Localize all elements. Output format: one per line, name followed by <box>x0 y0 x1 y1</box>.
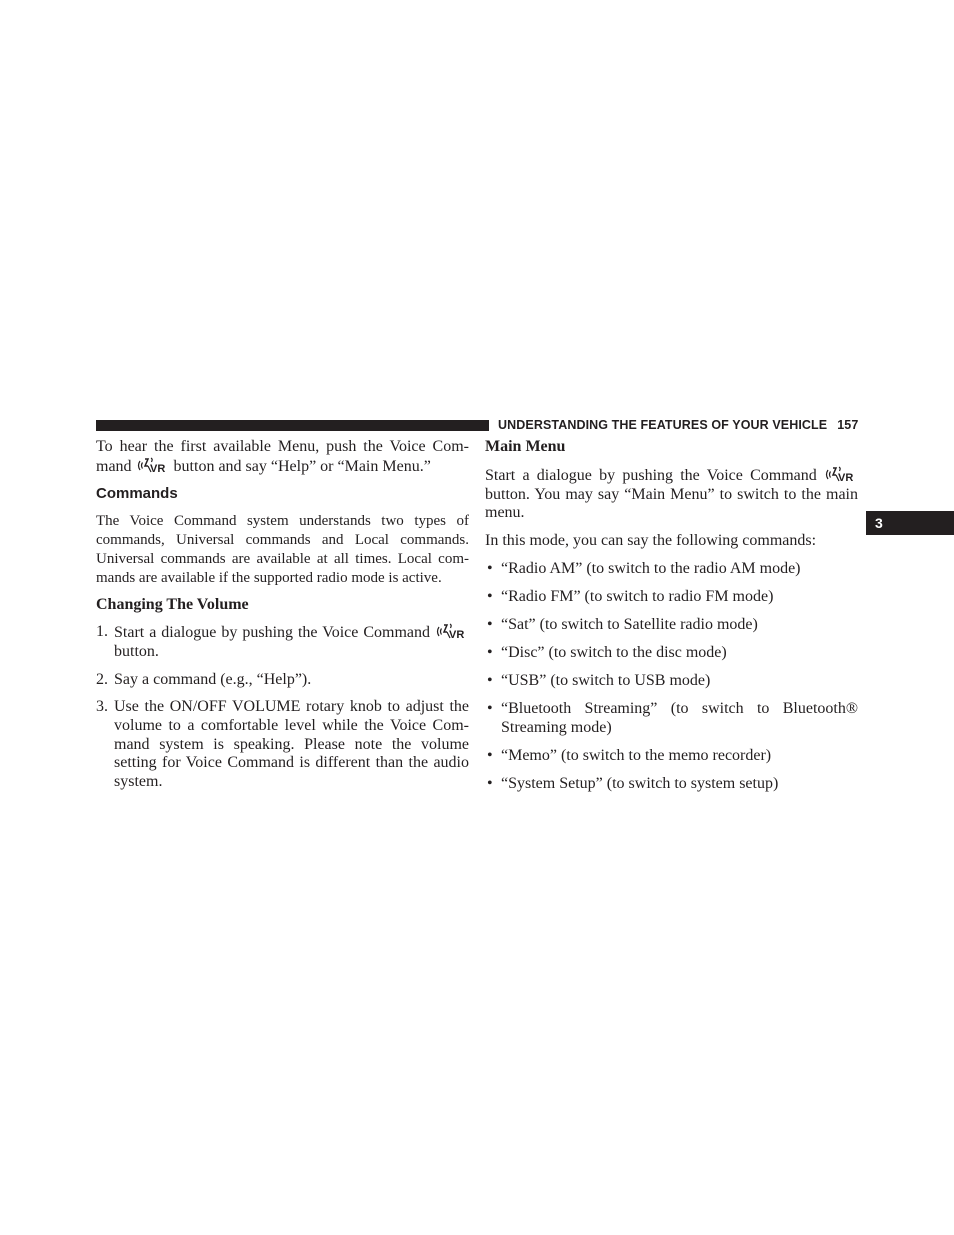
svg-text:VR: VR <box>838 472 854 483</box>
list-item <box>485 700 858 737</box>
left-column <box>96 438 469 792</box>
bullet-text: “Radio FM” (to switch to radio FM mode) <box>501 587 774 605</box>
bullet-text: “Sat” (to switch to Satellite radio mode) <box>501 615 758 633</box>
step-text: Say a command (e.g., “Help”). <box>114 670 312 688</box>
header-section-title: UNDERSTANDING THE FEATURES OF YOUR VEHICLE <box>498 418 828 432</box>
list-item <box>485 775 858 794</box>
commands-heading: Commands <box>96 485 178 503</box>
step-text: Use the ON/OFF VOLUME rotary knob to adjust the volume to a comfortable level while the Voice Com-mand system is speaking. Please note the volume setting for Voice Command is different than the audio system. <box>114 698 469 791</box>
changing-volume-heading: Changing The Volume <box>96 596 249 614</box>
volume-steps-list <box>96 623 469 792</box>
right-column <box>485 438 858 793</box>
list-item <box>485 616 858 635</box>
main-menu-text-after: button. You may say “Main Menu” to switch to the main menu. <box>485 485 858 522</box>
voice-command-icon <box>435 623 469 640</box>
bullet: • <box>487 671 493 689</box>
bullet: • <box>487 699 493 717</box>
list-item <box>96 698 469 792</box>
voice-command-icon <box>824 466 858 483</box>
step-text-after: button. <box>114 642 159 660</box>
header-rule <box>96 420 489 431</box>
intro-paragraph <box>96 438 469 475</box>
list-item <box>485 560 858 579</box>
main-menu-paragraph <box>485 466 858 523</box>
list-item <box>485 644 858 663</box>
step-text: Start a dialogue by pushing the Voice Command <box>114 624 431 642</box>
list-item <box>485 672 858 691</box>
main-menu-text-before: Start a dialogue by pushing the Voice Command <box>485 467 817 484</box>
bullet-text: “System Setup” (to switch to system setup) <box>501 774 779 792</box>
svg-text:VR: VR <box>149 462 165 474</box>
bullet: • <box>487 746 493 764</box>
list-item <box>485 588 858 607</box>
main-menu-heading: Main Menu <box>485 438 566 455</box>
bullet-text: “Radio AM” (to switch to the radio AM mode) <box>501 559 801 577</box>
bullet-text: “Memo” (to switch to the memo recorder) <box>501 746 772 764</box>
bullet: • <box>487 559 493 577</box>
list-item <box>96 671 469 690</box>
mode-intro-paragraph: In this mode, you can say the following commands: <box>485 532 817 550</box>
bullet-text: “Bluetooth Streaming” (to switch to Bluetooth® Streaming mode) <box>501 699 858 736</box>
intro-text-before: To hear the first available Menu, push the Voice Com-mand <box>96 438 469 475</box>
list-item <box>485 747 858 766</box>
bullet: • <box>487 774 493 792</box>
bullet: • <box>487 587 493 605</box>
page-number: 157 <box>837 418 859 432</box>
bullet: • <box>487 615 493 633</box>
voice-command-icon <box>136 457 170 474</box>
bullet: • <box>487 643 493 661</box>
commands-bullet-list <box>485 560 858 793</box>
running-header <box>498 417 858 433</box>
step-number: 1. <box>96 623 108 641</box>
list-item <box>96 623 469 661</box>
svg-text:VR: VR <box>449 629 465 641</box>
chapter-tab: 3 <box>866 511 954 535</box>
bullet-text: “Disc” (to switch to the disc mode) <box>501 643 727 661</box>
commands-paragraph: The Voice Command system understands two types of commands, Universal commands and Local commands. Universal commands are available at all times. Local com-mands are available if the supported radio mode is active. <box>96 513 469 586</box>
step-number: 2. <box>96 670 108 688</box>
intro-text-after: button and say “Help” or “Main Menu.” <box>173 457 431 475</box>
bullet-text: “USB” (to switch to USB mode) <box>501 671 711 689</box>
step-number: 3. <box>96 698 108 716</box>
